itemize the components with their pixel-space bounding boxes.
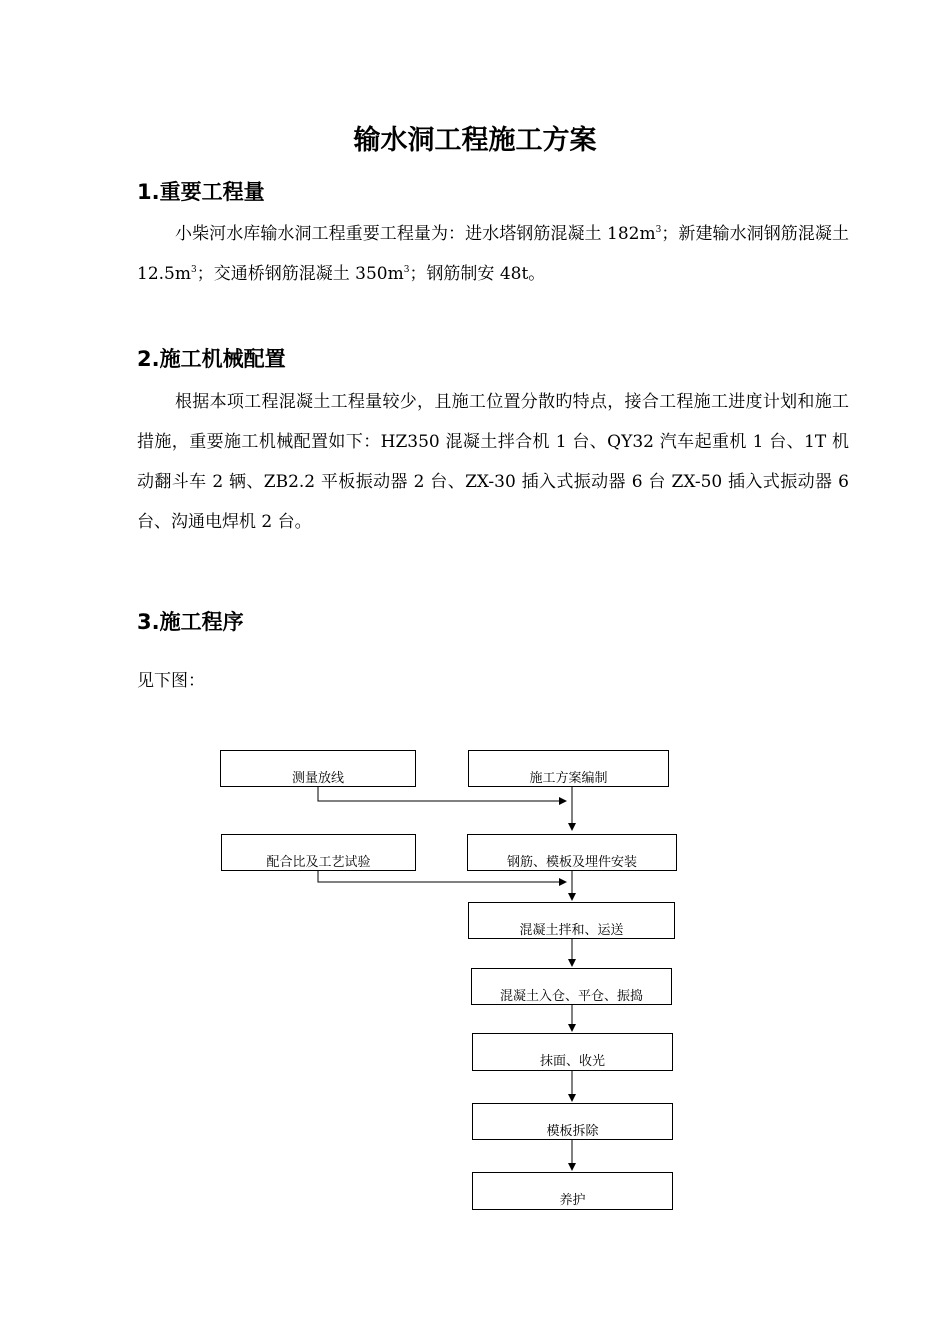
flow-box-finishing: 抹面、收光 xyxy=(472,1033,673,1071)
document-title: 输水洞工程施工方案 xyxy=(353,125,597,156)
flow-box-curing: 养护 xyxy=(472,1172,673,1210)
flow-box-mix-test: 配合比及工艺试验 xyxy=(221,834,416,871)
section-2-paragraph: 根据本项工程混凝土工程量较少，且施工位置分散旳特点，接合工程施工进度计划和施工措施，重要施工机械配置如下：HZ350 混凝土拌合机 1 台、QY32 汽车起重机 1 台、1T 机动翻斗车 2 辆、ZB2.2 平板振动器 2 台、ZX-30 插入式振动器 6 台 ZX-50 插入式振动器 6 台、沟通电焊机 2 台。 xyxy=(137,392,849,532)
section-3-heading: 3.施工程序 xyxy=(137,610,244,634)
section-1-heading: 1.重要工程量 xyxy=(137,180,265,204)
flow-box-form-removal: 模板拆除 xyxy=(472,1103,673,1140)
connector-survey-to-main xyxy=(318,786,566,801)
section-1-paragraph: 小柴河水库输水洞工程重要工程量为：进水塔钢筋混凝土 $182m^3$；新建输水洞钢筋混凝土 $12.5m^3$；交通桥钢筋混凝土 $350m^3$；钢筋制安 48t。 xyxy=(137,224,849,284)
see-figure-note: 见下图： xyxy=(137,671,205,691)
connector-mixtest-to-main xyxy=(318,870,566,882)
flow-box-plan: 施工方案编制 xyxy=(468,750,669,787)
flow-box-survey: 测量放线 xyxy=(220,750,416,787)
flow-box-mixing-transport: 混凝土拌和、运送 xyxy=(468,902,675,939)
flow-box-rebar-formwork: 钢筋、模板及埋件安装 xyxy=(467,834,677,871)
section-2-heading: 2.施工机械配置 xyxy=(137,347,286,371)
flow-box-placing: 混凝土入仓、平仓、振捣 xyxy=(471,968,672,1005)
